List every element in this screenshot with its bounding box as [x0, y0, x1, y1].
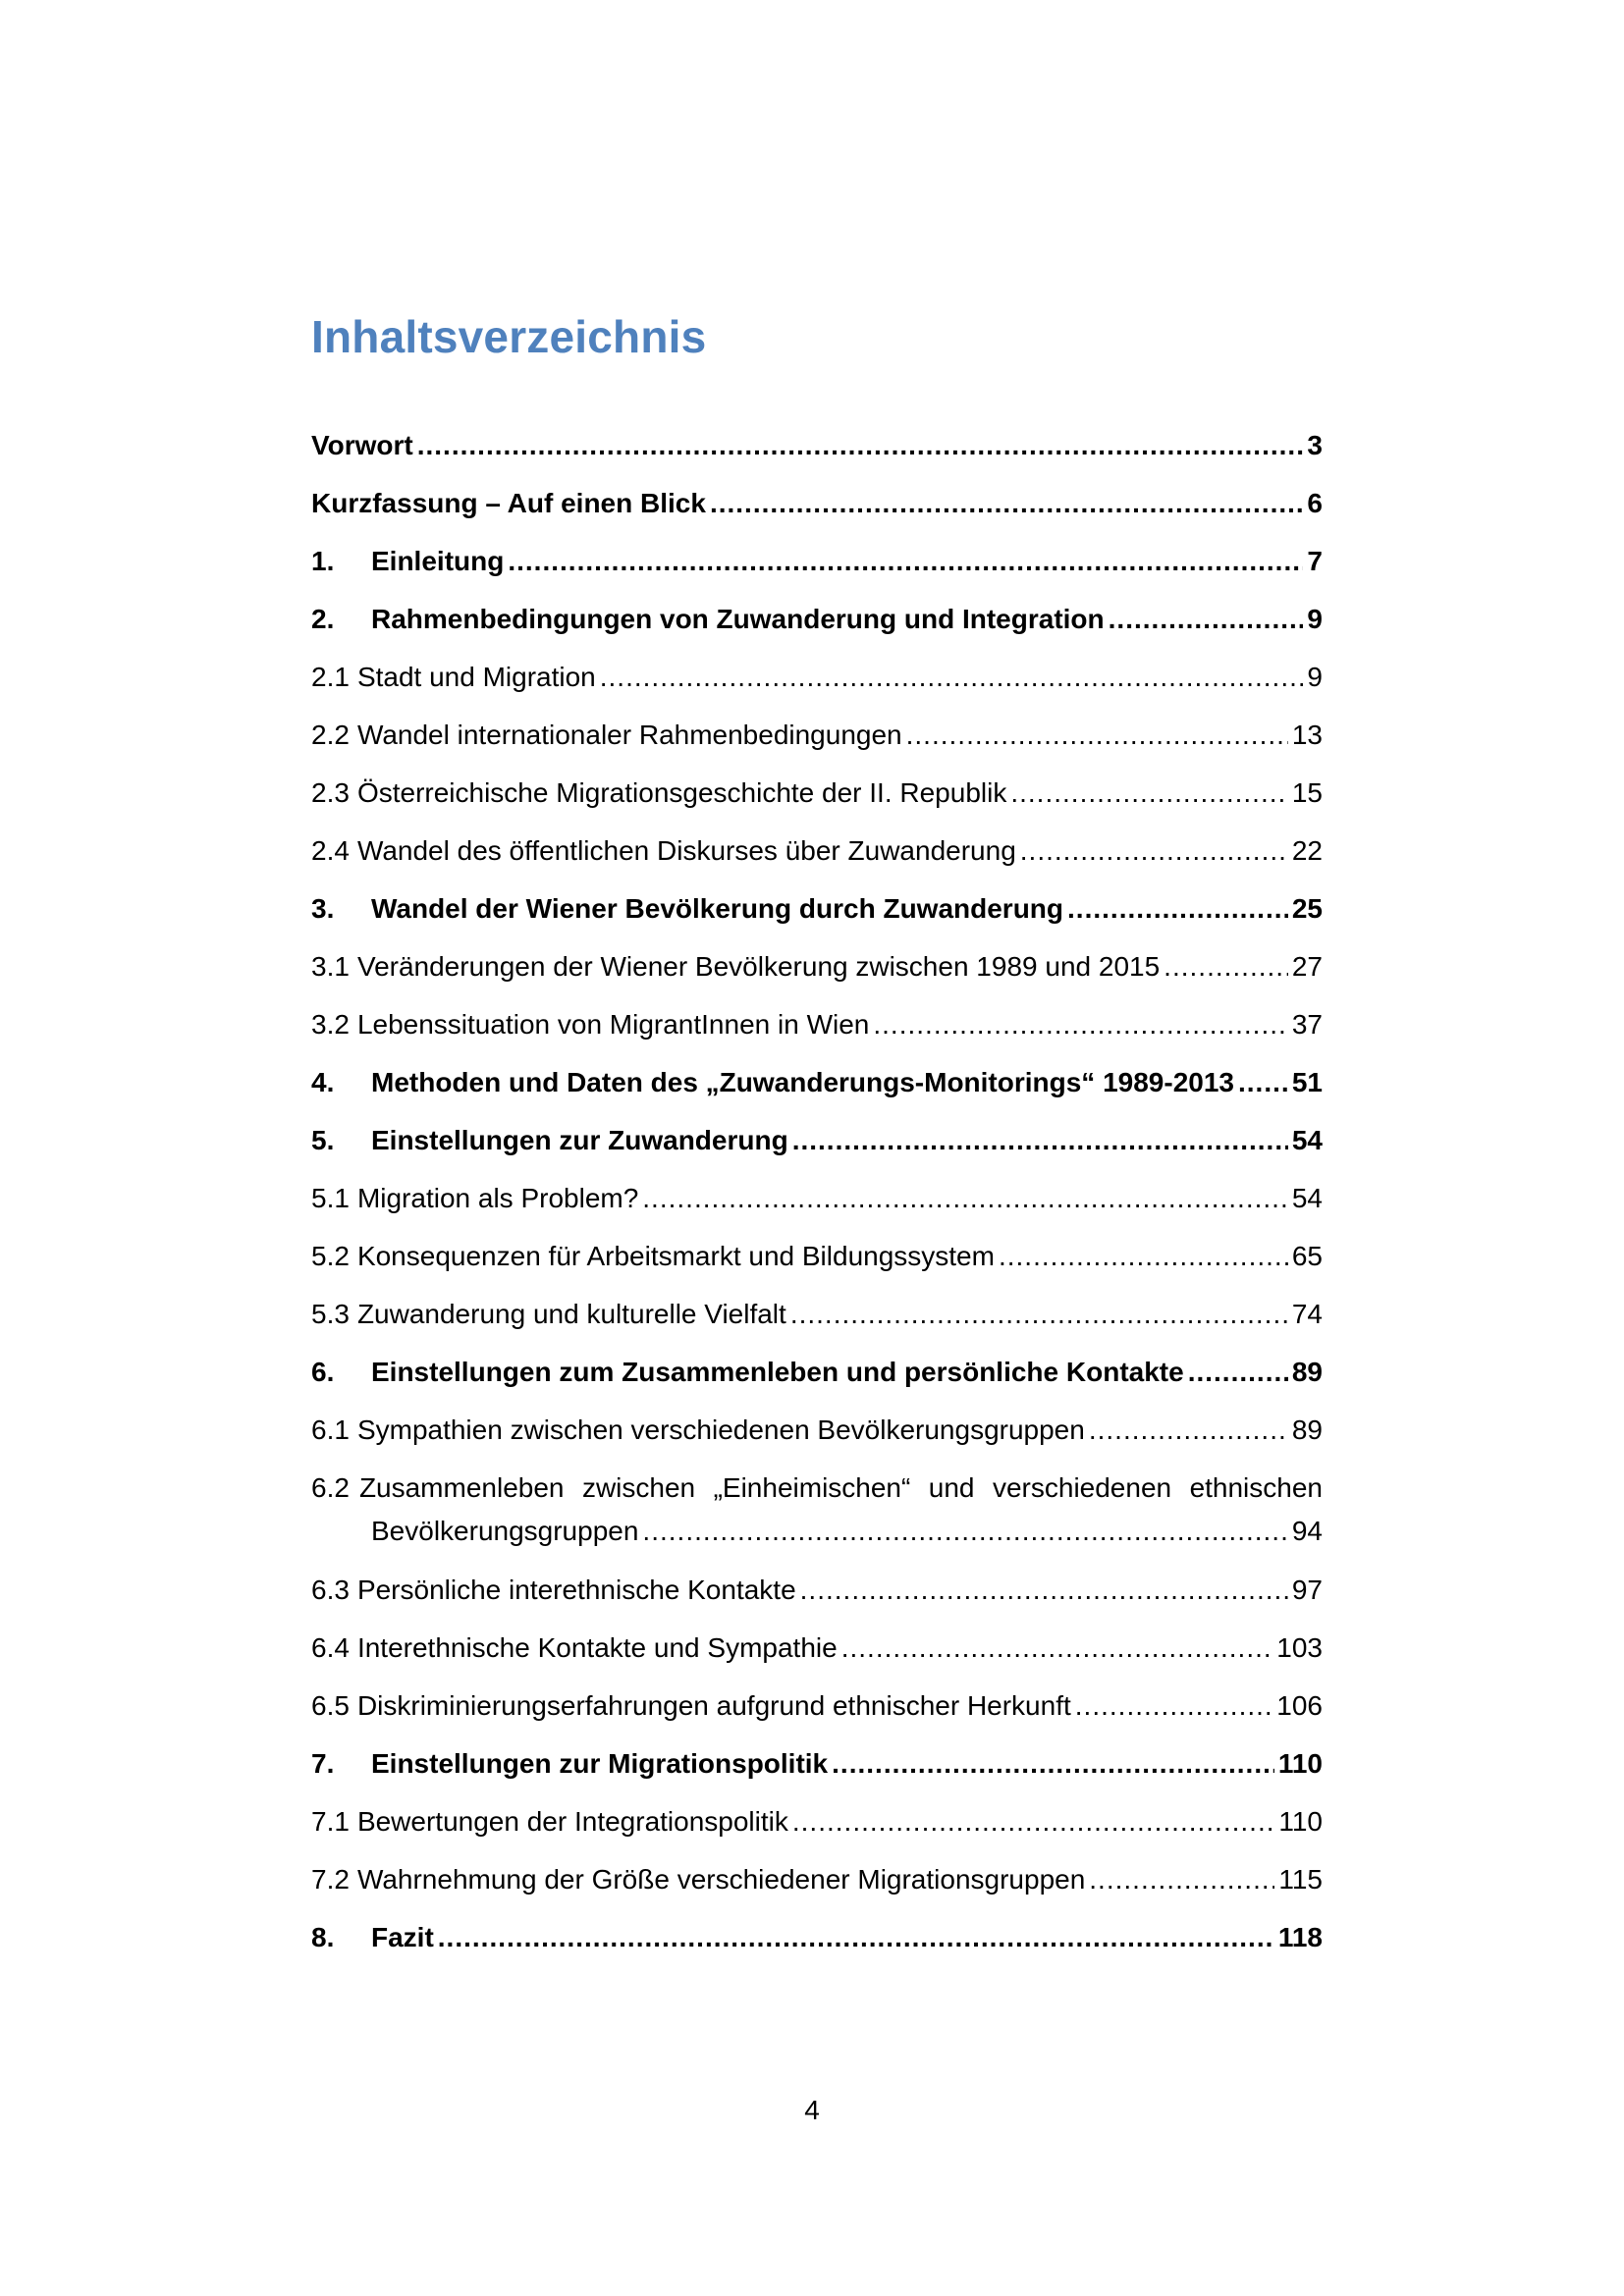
toc-entry[interactable]	[311, 1297, 1323, 1355]
toc-entry-page: 115	[1278, 1864, 1323, 1895]
toc-entry-page: 7	[1307, 546, 1323, 576]
toc-dot-leader	[790, 1297, 1288, 1332]
toc-entry-label: Wandel der Wiener Bevölkerung durch Zuwanderung	[371, 893, 1064, 924]
toc-entry-label: Kurzfassung – Auf einen Blick	[311, 488, 706, 518]
toc-entry-number: 3.	[311, 893, 335, 924]
toc-entry-page: 15	[1291, 777, 1323, 808]
toc-entry-page: 89	[1291, 1357, 1323, 1387]
toc-entry-number: 3.2	[311, 1009, 350, 1040]
toc-entry-number: 7.	[311, 1748, 335, 1779]
toc-entry-number: 4.	[311, 1067, 335, 1097]
toc-entry[interactable]	[311, 1630, 1323, 1688]
toc-entry-page: 25	[1291, 893, 1323, 924]
table-of-contents	[311, 428, 1323, 1978]
toc-entry-number: 5.2	[311, 1241, 350, 1271]
toc-dot-leader	[1109, 602, 1304, 637]
toc-entry[interactable]	[311, 1007, 1323, 1065]
toc-entry[interactable]	[311, 602, 1323, 660]
toc-entry-label: Migration als Problem?	[356, 1183, 639, 1213]
toc-entry-page: 74	[1291, 1299, 1323, 1329]
toc-entry-page: 3	[1307, 430, 1323, 460]
toc-entry[interactable]	[311, 1862, 1323, 1920]
toc-entry-number: 2.1	[311, 662, 350, 692]
toc-entry-page: 97	[1291, 1575, 1323, 1605]
toc-entry[interactable]	[311, 833, 1323, 891]
toc-entry-page: 94	[1291, 1516, 1323, 1546]
toc-entry[interactable]	[311, 1065, 1323, 1123]
toc-dot-leader	[999, 1239, 1288, 1274]
toc-entry-label: Fazit	[371, 1922, 434, 1952]
toc-entry-number: 6.	[311, 1357, 335, 1387]
toc-dot-leader	[1075, 1688, 1273, 1724]
toc-entry-number: 6.5	[311, 1690, 350, 1721]
toc-entry-label: Rahmenbedingungen von Zuwanderung und Integration	[371, 604, 1105, 634]
toc-dot-leader	[438, 1920, 1274, 1955]
toc-entry-number: 2.3	[311, 777, 350, 808]
toc-dot-leader	[1188, 1355, 1288, 1390]
toc-dot-leader	[873, 1007, 1287, 1042]
toc-entry-number: 5.	[311, 1125, 335, 1155]
toc-entry[interactable]	[311, 544, 1323, 602]
toc-entry-label: Vorwort	[311, 430, 413, 460]
toc-entry[interactable]	[311, 1746, 1323, 1804]
toc-entry-number: 5.1	[311, 1183, 350, 1213]
toc-entry-page: 9	[1307, 604, 1323, 634]
toc-dot-leader	[1067, 891, 1288, 927]
toc-entry-line	[311, 1470, 1323, 1506]
toc-dot-leader	[832, 1746, 1274, 1782]
toc-entry-label: Einstellungen zur Migrationspolitik	[371, 1748, 829, 1779]
toc-entry-page: 9	[1307, 662, 1323, 692]
toc-entry-page: 103	[1276, 1632, 1323, 1663]
toc-entry-page: 37	[1291, 1009, 1323, 1040]
toc-entry-label: Diskriminierungserfahrungen aufgrund ethnischer Herkunft	[356, 1690, 1071, 1721]
page-title: Inhaltsverzeichnis	[311, 311, 707, 362]
toc-entry-label: Interethnische Kontakte und Sympathie	[356, 1632, 838, 1663]
toc-entry-label: Österreichische Migrationsgeschichte der II. Republik	[356, 777, 1007, 808]
toc-entry-label: Stadt und Migration	[356, 662, 596, 692]
toc-entry[interactable]	[311, 1920, 1323, 1978]
toc-dot-leader	[417, 428, 1304, 463]
toc-entry-label: Wandel des öffentlichen Diskurses über Zuwanderung	[356, 835, 1016, 866]
toc-entry-line	[311, 1514, 1323, 1549]
toc-entry[interactable]	[311, 1470, 1323, 1573]
toc-entry-label-line1: Zusammenleben zwischen „Einheimischen“ und verschiedenen ethnischen	[358, 1472, 1323, 1503]
toc-entry[interactable]	[311, 428, 1323, 486]
toc-entry[interactable]	[311, 1413, 1323, 1470]
toc-entry-number: 6.4	[311, 1632, 350, 1663]
toc-dot-leader	[906, 718, 1288, 753]
toc-entry-label: Einleitung	[371, 546, 505, 576]
toc-entry[interactable]	[311, 1181, 1323, 1239]
toc-entry[interactable]	[311, 1239, 1323, 1297]
toc-dot-leader	[1089, 1413, 1288, 1448]
toc-entry-page: 27	[1291, 951, 1323, 982]
toc-dot-leader	[642, 1514, 1287, 1549]
toc-entry[interactable]	[311, 1804, 1323, 1862]
toc-entry-label: Bewertungen der Integrationspolitik	[356, 1806, 788, 1837]
toc-entry-label: Einstellungen zur Zuwanderung	[371, 1125, 788, 1155]
toc-entry-label: Sympathien zwischen verschiedenen Bevölkerungsgruppen	[356, 1415, 1085, 1445]
toc-dot-leader	[508, 544, 1303, 579]
toc-entry-number: 3.1	[311, 951, 350, 982]
toc-dot-leader	[710, 486, 1303, 521]
toc-entry[interactable]	[311, 486, 1323, 544]
toc-entry[interactable]	[311, 775, 1323, 833]
toc-entry-label: Lebenssituation von MigrantInnen in Wien	[356, 1009, 870, 1040]
toc-entry-label: Veränderungen der Wiener Bevölkerung zwischen 1989 und 2015	[356, 951, 1161, 982]
toc-entry-number: 8.	[311, 1922, 335, 1952]
toc-dot-leader	[841, 1630, 1273, 1666]
toc-entry-page: 54	[1291, 1125, 1323, 1155]
toc-entry-label-line2: Bevölkerungsgruppen	[371, 1516, 639, 1546]
toc-entry-number: 6.2	[311, 1472, 350, 1503]
toc-dot-leader	[600, 660, 1304, 695]
toc-entry-page: 51	[1291, 1067, 1323, 1097]
toc-entry-page: 6	[1307, 488, 1323, 518]
toc-entry-label: Persönliche interethnische Kontakte	[356, 1575, 796, 1605]
toc-entry-page: 106	[1276, 1690, 1323, 1721]
toc-dot-leader	[1238, 1065, 1288, 1100]
toc-entry-page: 22	[1291, 835, 1323, 866]
toc-dot-leader	[1010, 775, 1288, 811]
toc-entry[interactable]	[311, 1688, 1323, 1746]
toc-dot-leader	[792, 1123, 1288, 1158]
toc-entry[interactable]	[311, 1573, 1323, 1630]
toc-entry-page: 65	[1291, 1241, 1323, 1271]
toc-entry-page: 54	[1291, 1183, 1323, 1213]
toc-entry-number: 2.	[311, 604, 335, 634]
toc-dot-leader	[1089, 1862, 1274, 1897]
toc-entry-label: Einstellungen zum Zusammenleben und persönliche Kontakte	[371, 1357, 1184, 1387]
toc-dot-leader	[792, 1804, 1274, 1840]
toc-entry-page: 110	[1277, 1748, 1323, 1779]
toc-entry-number: 7.2	[311, 1864, 350, 1895]
toc-entry-number: 2.2	[311, 720, 350, 750]
toc-entry[interactable]	[311, 660, 1323, 718]
toc-entry-number: 6.1	[311, 1415, 350, 1445]
toc-entry-label: Konsequenzen für Arbeitsmarkt und Bildungssystem	[356, 1241, 995, 1271]
toc-entry-label: Zuwanderung und kulturelle Vielfalt	[356, 1299, 786, 1329]
toc-entry-label: Methoden und Daten des „Zuwanderungs-Monitorings“ 1989-2013	[371, 1067, 1234, 1097]
toc-entry-page: 89	[1291, 1415, 1323, 1445]
toc-entry-number: 2.4	[311, 835, 350, 866]
toc-entry-label: Wahrnehmung der Größe verschiedener Migrationsgruppen	[356, 1864, 1086, 1895]
toc-entry-number: 5.3	[311, 1299, 350, 1329]
toc-entry-number: 7.1	[311, 1806, 350, 1837]
toc-entry-number: 1.	[311, 546, 335, 576]
toc-dot-leader	[1020, 833, 1288, 869]
toc-dot-leader	[642, 1181, 1288, 1216]
toc-entry[interactable]	[311, 891, 1323, 949]
toc-entry-page: 110	[1278, 1806, 1323, 1837]
toc-entry[interactable]	[311, 949, 1323, 1007]
page-number: 4	[804, 2095, 820, 2125]
toc-entry-number: 6.3	[311, 1575, 350, 1605]
toc-entry-page: 118	[1277, 1922, 1323, 1952]
toc-entry-label: Wandel internationaler Rahmenbedingungen	[356, 720, 902, 750]
toc-entry-page: 13	[1291, 720, 1323, 750]
toc-entry[interactable]	[311, 1123, 1323, 1181]
toc-entry[interactable]	[311, 1355, 1323, 1413]
toc-entry[interactable]	[311, 718, 1323, 775]
toc-dot-leader	[1164, 949, 1288, 985]
toc-dot-leader	[800, 1573, 1288, 1608]
